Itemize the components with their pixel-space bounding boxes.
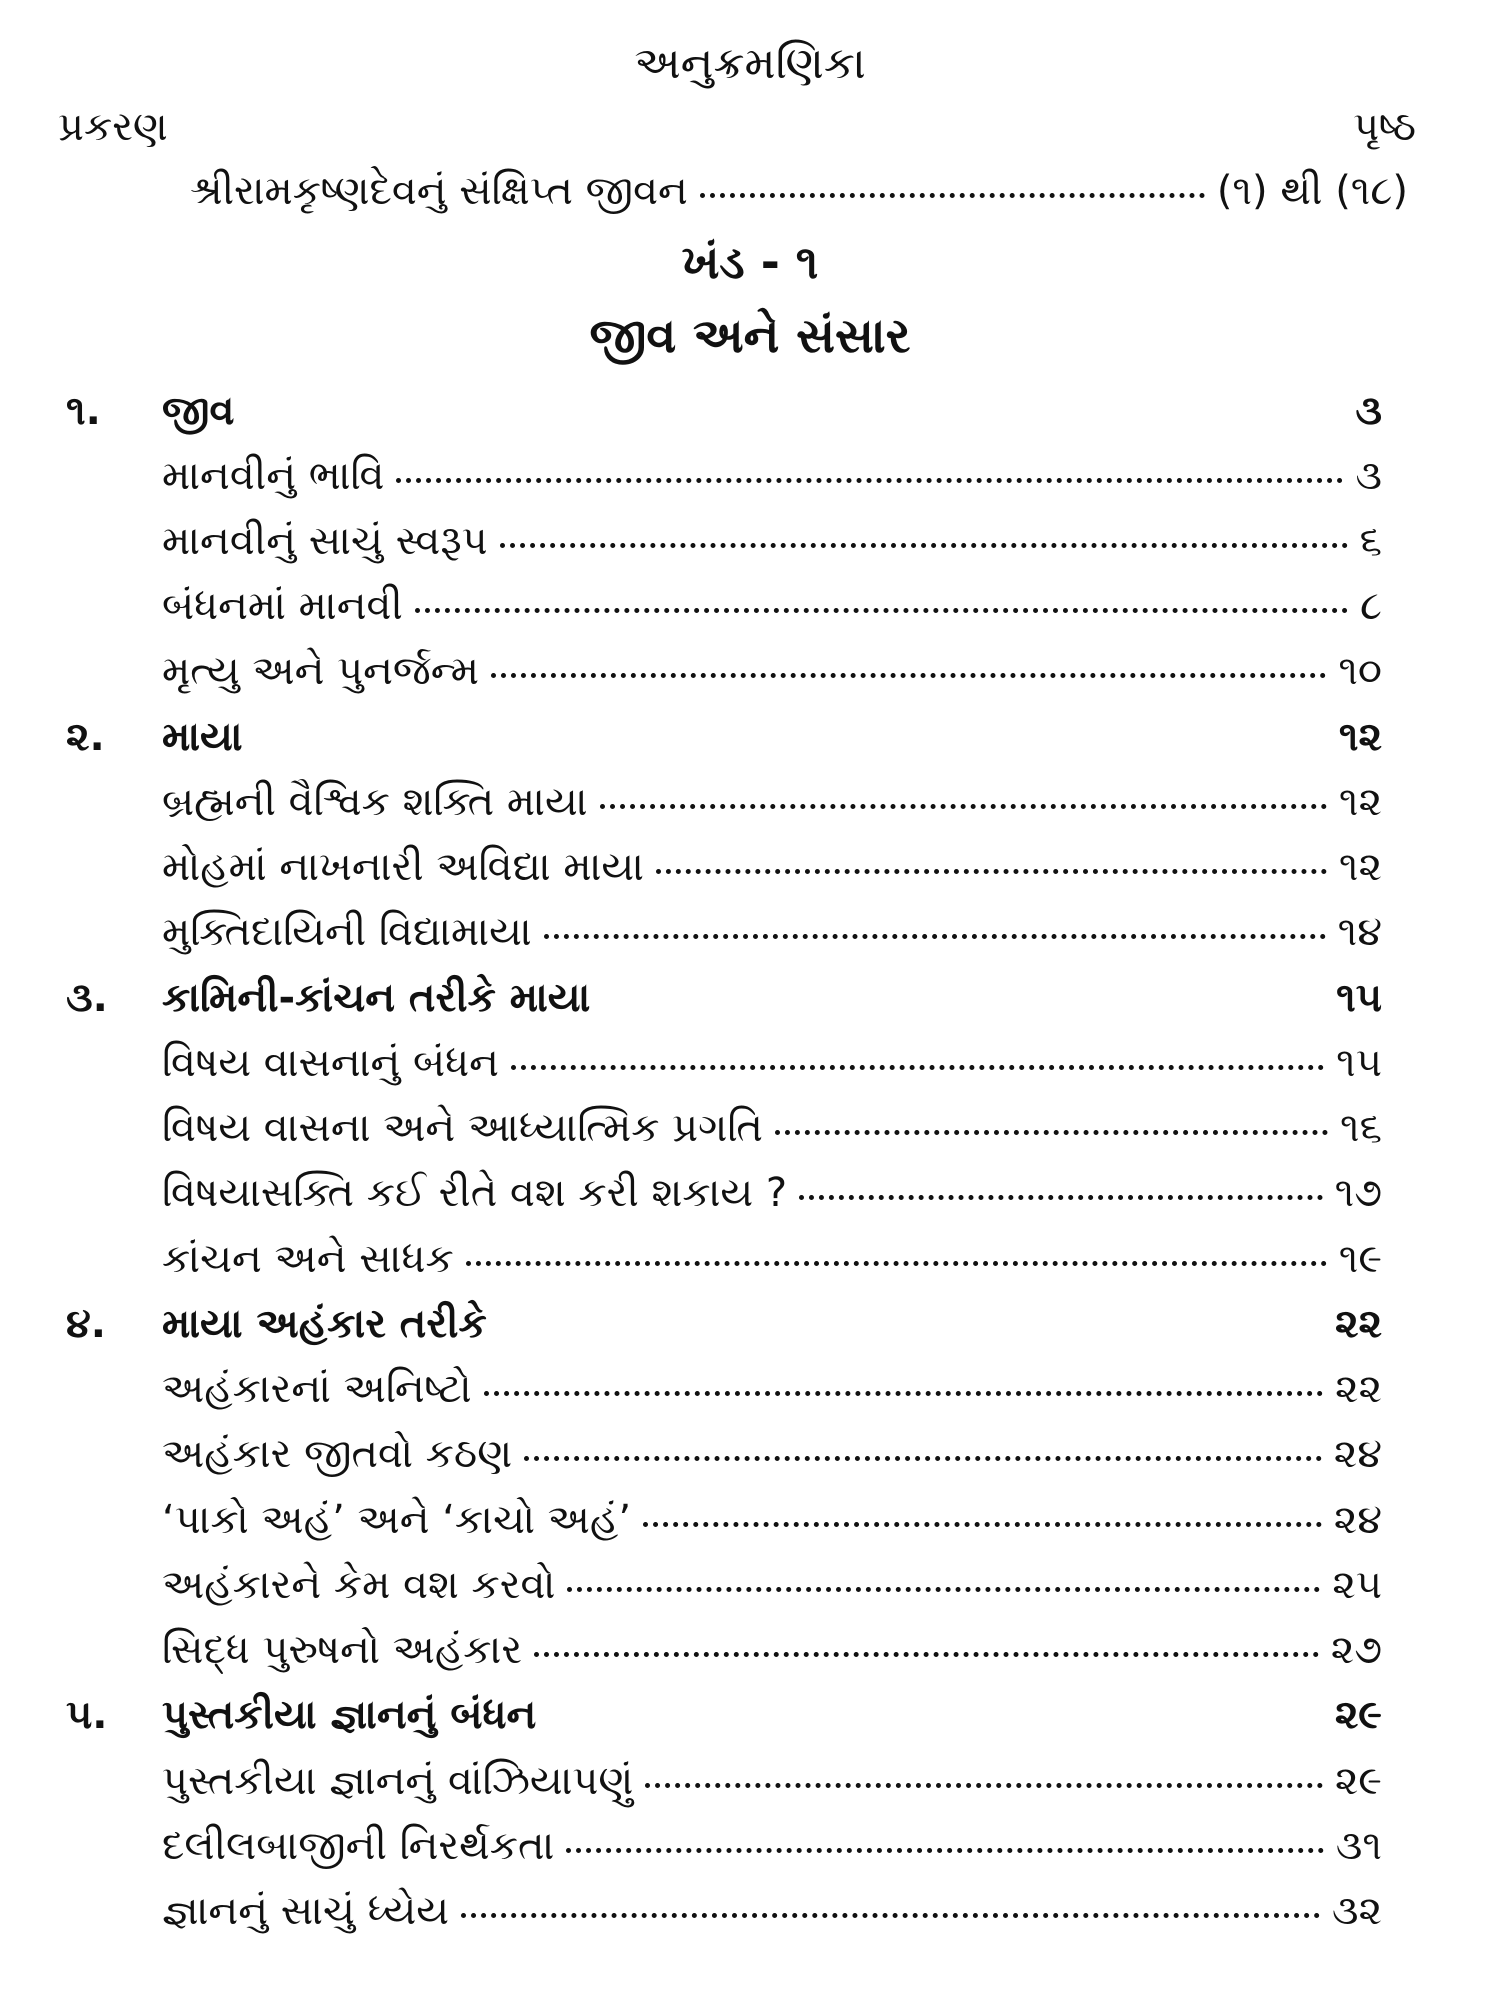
entry-title: બ્રહ્મની વૈશ્વિક શક્તિ માયા bbox=[162, 779, 588, 825]
entry-page: ૧૬ bbox=[1340, 1105, 1382, 1151]
toc-entry bbox=[162, 1236, 1382, 1282]
entry-title: અહંકાર જીતવો કઠણ bbox=[162, 1431, 513, 1477]
entry-title: કાંચન અને સાધક bbox=[162, 1236, 454, 1282]
toc-entry bbox=[162, 1431, 1382, 1477]
entry-page: ૨૭ bbox=[1330, 1627, 1382, 1673]
entry-title: જ્ઞાનનું સાચું ધ્યેય bbox=[162, 1888, 449, 1934]
entry-title: વિષય વાસના અને આધ્યાત્મિક પ્રગતિ bbox=[162, 1105, 763, 1151]
dot-leader bbox=[566, 1848, 1323, 1853]
dot-leader bbox=[775, 1130, 1328, 1135]
chapter-number: ૧. bbox=[66, 388, 101, 434]
toc-entry bbox=[162, 1105, 1382, 1151]
entry-page: ૧૪ bbox=[1337, 909, 1382, 955]
entry-page: ૨૪ bbox=[1333, 1497, 1382, 1543]
entry-title: માનવીનું ભાવિ bbox=[162, 453, 385, 499]
chapter-row bbox=[66, 714, 1382, 760]
toc-entry bbox=[162, 1366, 1382, 1412]
dot-leader bbox=[534, 1652, 1319, 1657]
toc-entry bbox=[162, 844, 1382, 890]
entry-title: મોહમાં નાખનારી અવિદ્યા માયા bbox=[162, 844, 644, 890]
entry-title: માનવીનું સાચું સ્વરૂપ bbox=[162, 518, 488, 564]
entry-title: મુક્તિદાયિની વિદ્યામાયા bbox=[162, 909, 532, 955]
dot-leader bbox=[415, 608, 1348, 613]
chapter-number: ૨. bbox=[66, 714, 105, 760]
dot-leader bbox=[645, 1783, 1323, 1788]
chapter-title: કામિની-કાંચન તરીકે માયા bbox=[162, 975, 591, 1021]
toc-entry bbox=[162, 583, 1382, 629]
entry-page: ૧૫ bbox=[1336, 1040, 1382, 1086]
dot-leader bbox=[544, 934, 1326, 939]
intro-label: શ્રીરામકૃષ્ણદેવનું સંક્ષિપ્ત જીવન bbox=[190, 168, 688, 214]
page-column-header: પૃષ્ઠ bbox=[1353, 104, 1416, 150]
dot-leader bbox=[484, 1391, 1323, 1396]
dot-leader bbox=[396, 478, 1343, 483]
chapter-row bbox=[66, 1692, 1382, 1738]
toc-entry bbox=[162, 1888, 1382, 1934]
entry-page: ૨૫ bbox=[1332, 1562, 1382, 1608]
entry-page: ૧૦ bbox=[1338, 648, 1382, 694]
chapter-row bbox=[66, 388, 1382, 434]
entry-page: ૬ bbox=[1359, 518, 1382, 564]
chapter-row bbox=[66, 1301, 1382, 1347]
chapter-title: માયા bbox=[162, 714, 243, 760]
entry-title: ‘પાકો અહં’ અને ‘કાચો અહં’ bbox=[162, 1497, 632, 1543]
chapter-page: ૩ bbox=[1355, 388, 1382, 434]
entry-page: ૧૯ bbox=[1338, 1236, 1382, 1282]
entry-page: ૨૨ bbox=[1335, 1366, 1382, 1412]
toc-entry bbox=[162, 648, 1382, 694]
toc-entry bbox=[162, 1562, 1382, 1608]
toc-entry bbox=[162, 779, 1382, 825]
dot-leader bbox=[511, 1065, 1324, 1070]
dot-leader bbox=[461, 1913, 1320, 1918]
entry-page: ૨૯ bbox=[1334, 1758, 1382, 1804]
entry-title: વિષયાસક્તિ કઈ રીતે વશ કરી શકાય ? bbox=[162, 1170, 788, 1216]
toc-entry bbox=[162, 1823, 1382, 1869]
entry-title: પુસ્તકીયા જ્ઞાનનું વાંઝિયાપણું bbox=[162, 1758, 634, 1804]
chapter-title: માયા અહંકાર તરીકે bbox=[162, 1301, 487, 1347]
page-title: અનુક્રમણિકા bbox=[634, 38, 866, 89]
dot-leader bbox=[656, 869, 1327, 874]
toc-entry bbox=[162, 453, 1382, 499]
chapter-page: ૧૫ bbox=[1336, 975, 1382, 1021]
dot-leader bbox=[643, 1522, 1322, 1527]
entry-title: દલીલબાજીની નિરર્થકતા bbox=[162, 1823, 555, 1869]
dot-leader bbox=[466, 1261, 1327, 1266]
chapter-title: જીવ bbox=[162, 388, 235, 434]
chapter-number: ૪. bbox=[66, 1301, 106, 1347]
entry-title: બંધનમાં માનવી bbox=[162, 583, 403, 629]
dot-leader bbox=[799, 1195, 1323, 1200]
entry-title: અહંકારને કેમ વશ કરવો bbox=[162, 1562, 556, 1608]
toc-entry bbox=[162, 1758, 1382, 1804]
chapter-title: પુસ્તકીયા જ્ઞાનનું બંધન bbox=[162, 1692, 537, 1738]
entry-page: ૩૧ bbox=[1335, 1823, 1382, 1869]
intro-entry bbox=[190, 168, 1408, 214]
dot-leader bbox=[500, 543, 1348, 548]
entry-page: ૩૨ bbox=[1331, 1888, 1382, 1934]
dot-leader bbox=[600, 804, 1327, 809]
toc-entry bbox=[162, 909, 1382, 955]
chapter-row bbox=[66, 975, 1382, 1021]
entry-page: ૩ bbox=[1355, 453, 1382, 499]
dot-leader bbox=[524, 1456, 1322, 1461]
chapter-page: ૨૯ bbox=[1334, 1692, 1382, 1738]
entry-page: ૮ bbox=[1360, 583, 1382, 629]
entry-title: મૃત્યુ અને પુનર્જન્મ bbox=[162, 648, 480, 694]
part-heading: ખંડ - ૧ bbox=[681, 235, 819, 289]
entry-page: ૧૨ bbox=[1338, 779, 1382, 825]
dot-leader bbox=[491, 673, 1326, 678]
section-title: જીવ અને સંસાર bbox=[589, 308, 911, 364]
toc-entry bbox=[162, 518, 1382, 564]
entry-title: સિદ્ધ પુરુષનો અહંકાર bbox=[162, 1627, 523, 1673]
chapter-page: ૧૨ bbox=[1338, 714, 1382, 760]
toc-entry bbox=[162, 1497, 1382, 1543]
chapter-page: ૨૨ bbox=[1335, 1301, 1382, 1347]
toc-entry bbox=[162, 1627, 1382, 1673]
entry-page: ૨૪ bbox=[1333, 1431, 1382, 1477]
chapter-number: ૫. bbox=[66, 1692, 108, 1738]
toc-entry bbox=[162, 1170, 1382, 1216]
entry-page: ૧૭ bbox=[1334, 1170, 1382, 1216]
entry-title: અહંકારનાં અનિષ્ટો bbox=[162, 1366, 472, 1412]
dot-leader bbox=[700, 193, 1205, 198]
toc-entry bbox=[162, 1040, 1382, 1086]
dot-leader bbox=[567, 1587, 1320, 1592]
entry-title: વિષય વાસનાનું બંધન bbox=[162, 1040, 499, 1086]
chapter-number: ૩. bbox=[66, 975, 108, 1021]
chapter-column-header: પ્રકરણ bbox=[58, 104, 168, 150]
intro-page: (૧) થી (૧૮) bbox=[1216, 168, 1408, 214]
entry-page: ૧૨ bbox=[1338, 844, 1382, 890]
